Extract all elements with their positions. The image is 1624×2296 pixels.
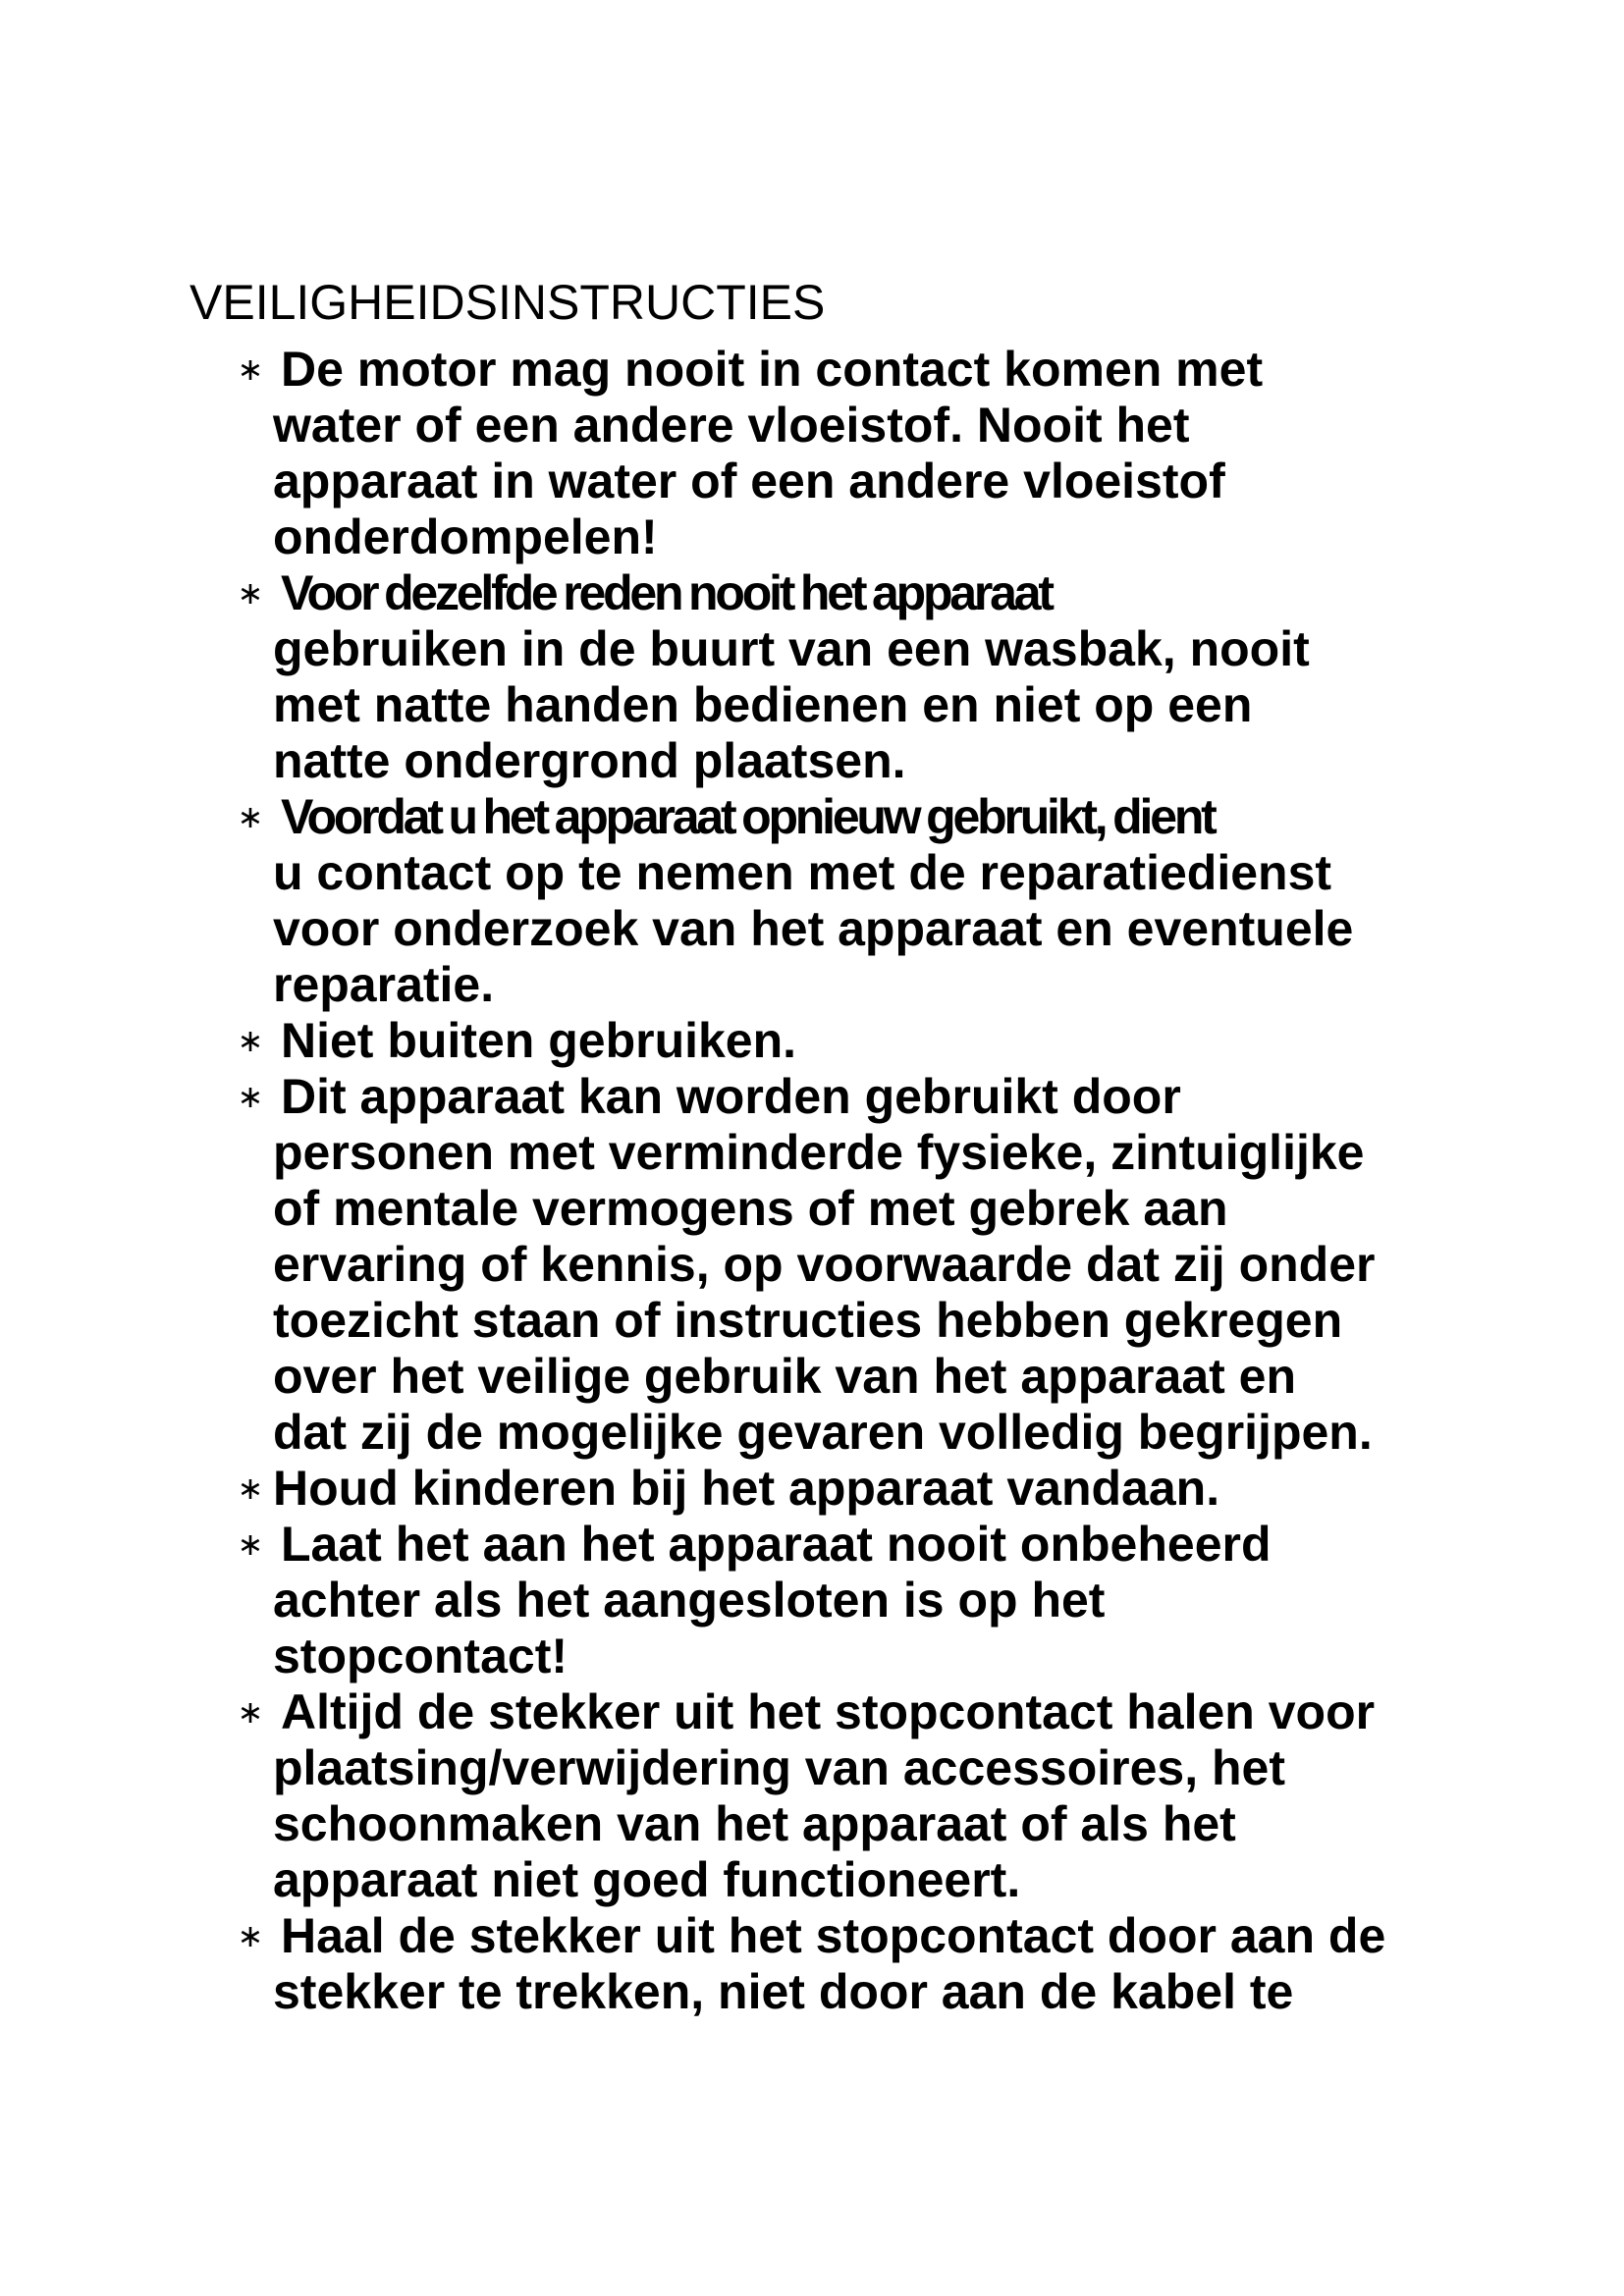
text-line: apparaat in water of een andere vloeistof xyxy=(273,454,1225,508)
instruction-item-6 xyxy=(236,1461,1512,1517)
instruction-item-2 xyxy=(236,565,1512,789)
text-line: Dit apparaat kan worden gebruikt door xyxy=(281,1069,1181,1124)
text-line: toezicht staan of instructies hebben gekregen xyxy=(273,1293,1343,1348)
asterisk-bullet-icon: ∗ xyxy=(237,1079,264,1114)
asterisk-bullet-icon: ∗ xyxy=(237,1526,264,1562)
text-line: schoonmaken van het apparaat of als het xyxy=(273,1796,1236,1851)
text-line: Altijd de stekker uit het stopcontact halen voor xyxy=(281,1684,1376,1739)
instruction-item-7 xyxy=(236,1517,1512,1684)
text-line: stekker te trekken, niet door aan de kabel te xyxy=(273,1964,1294,2019)
instruction-text xyxy=(273,342,1512,565)
text-line: stopcontact! xyxy=(273,1629,568,1683)
text-line: Niet buiten gebruiken. xyxy=(281,1013,797,1068)
instruction-item-4 xyxy=(236,1013,1512,1069)
instruction-text xyxy=(273,789,1512,1013)
instruction-text xyxy=(273,1069,1512,1461)
asterisk-bullet-icon: ∗ xyxy=(237,351,264,387)
text-line: Houd kinderen bij het apparaat vandaan. xyxy=(273,1461,1220,1516)
instruction-text xyxy=(273,1908,1512,2020)
asterisk-bullet-icon: ∗ xyxy=(237,1918,264,1953)
instruction-item-1 xyxy=(236,342,1512,565)
text-line: voor onderzoek van het apparaat en eventuele xyxy=(273,901,1354,956)
asterisk-bullet-icon: ∗ xyxy=(237,1694,264,1730)
text-line: Voordat u het apparaat opnieuw gebruikt, dient xyxy=(281,789,1215,844)
instruction-item-8 xyxy=(236,1684,1512,1908)
text-line: Voor dezelfde reden nooit het apparaat xyxy=(281,565,1052,620)
instruction-text xyxy=(273,1684,1512,1908)
asterisk-bullet-icon: ∗ xyxy=(237,799,264,834)
instruction-text xyxy=(281,1013,1512,1069)
text-line: plaatsing/verwijdering van accessoires, het xyxy=(273,1740,1285,1795)
page-title: VEILIGHEIDSINSTRUCTIES xyxy=(189,275,826,330)
asterisk-bullet-icon: ∗ xyxy=(237,1470,264,1506)
text-line: achter als het aangesloten is op het xyxy=(273,1573,1106,1628)
asterisk-bullet-icon: ∗ xyxy=(237,1023,264,1058)
safety-instructions-list xyxy=(236,342,1512,2020)
text-line: gebruiken in de buurt van een wasbak, nooit xyxy=(273,621,1310,676)
instruction-text xyxy=(273,1461,1512,1517)
text-line: Laat het aan het apparaat nooit onbeheerd xyxy=(281,1517,1272,1572)
text-line: water of een andere vloeistof. Nooit het xyxy=(273,398,1190,453)
text-line: personen met verminderde fysieke, zintuiglijke xyxy=(273,1125,1365,1180)
text-line: u contact op te nemen met de reparatiedienst xyxy=(273,845,1332,900)
text-line: De motor mag nooit in contact komen met xyxy=(281,342,1264,397)
text-line: onderdompelen! xyxy=(273,509,658,564)
asterisk-bullet-icon: ∗ xyxy=(237,575,264,611)
text-line: Haal de stekker uit het stopcontact door aan de xyxy=(281,1908,1386,1963)
instruction-item-9 xyxy=(236,1908,1512,2020)
text-line: over het veilige gebruik van het apparaat en xyxy=(273,1349,1297,1404)
instruction-text xyxy=(273,565,1512,789)
instruction-text xyxy=(273,1517,1512,1684)
instruction-item-5 xyxy=(236,1069,1512,1461)
text-line: apparaat niet goed functioneert. xyxy=(273,1852,1021,1907)
text-line: natte ondergrond plaatsen. xyxy=(273,733,906,788)
text-line: of mentale vermogens of met gebrek aan xyxy=(273,1181,1228,1236)
text-line: met natte handen bedienen en niet op een xyxy=(273,677,1253,732)
text-line: ervaring of kennis, op voorwaarde dat zij onder xyxy=(273,1237,1376,1292)
text-line: dat zij de mogelijke gevaren volledig begrijpen. xyxy=(273,1405,1373,1460)
text-line: reparatie. xyxy=(273,957,495,1012)
instruction-item-3 xyxy=(236,789,1512,1013)
